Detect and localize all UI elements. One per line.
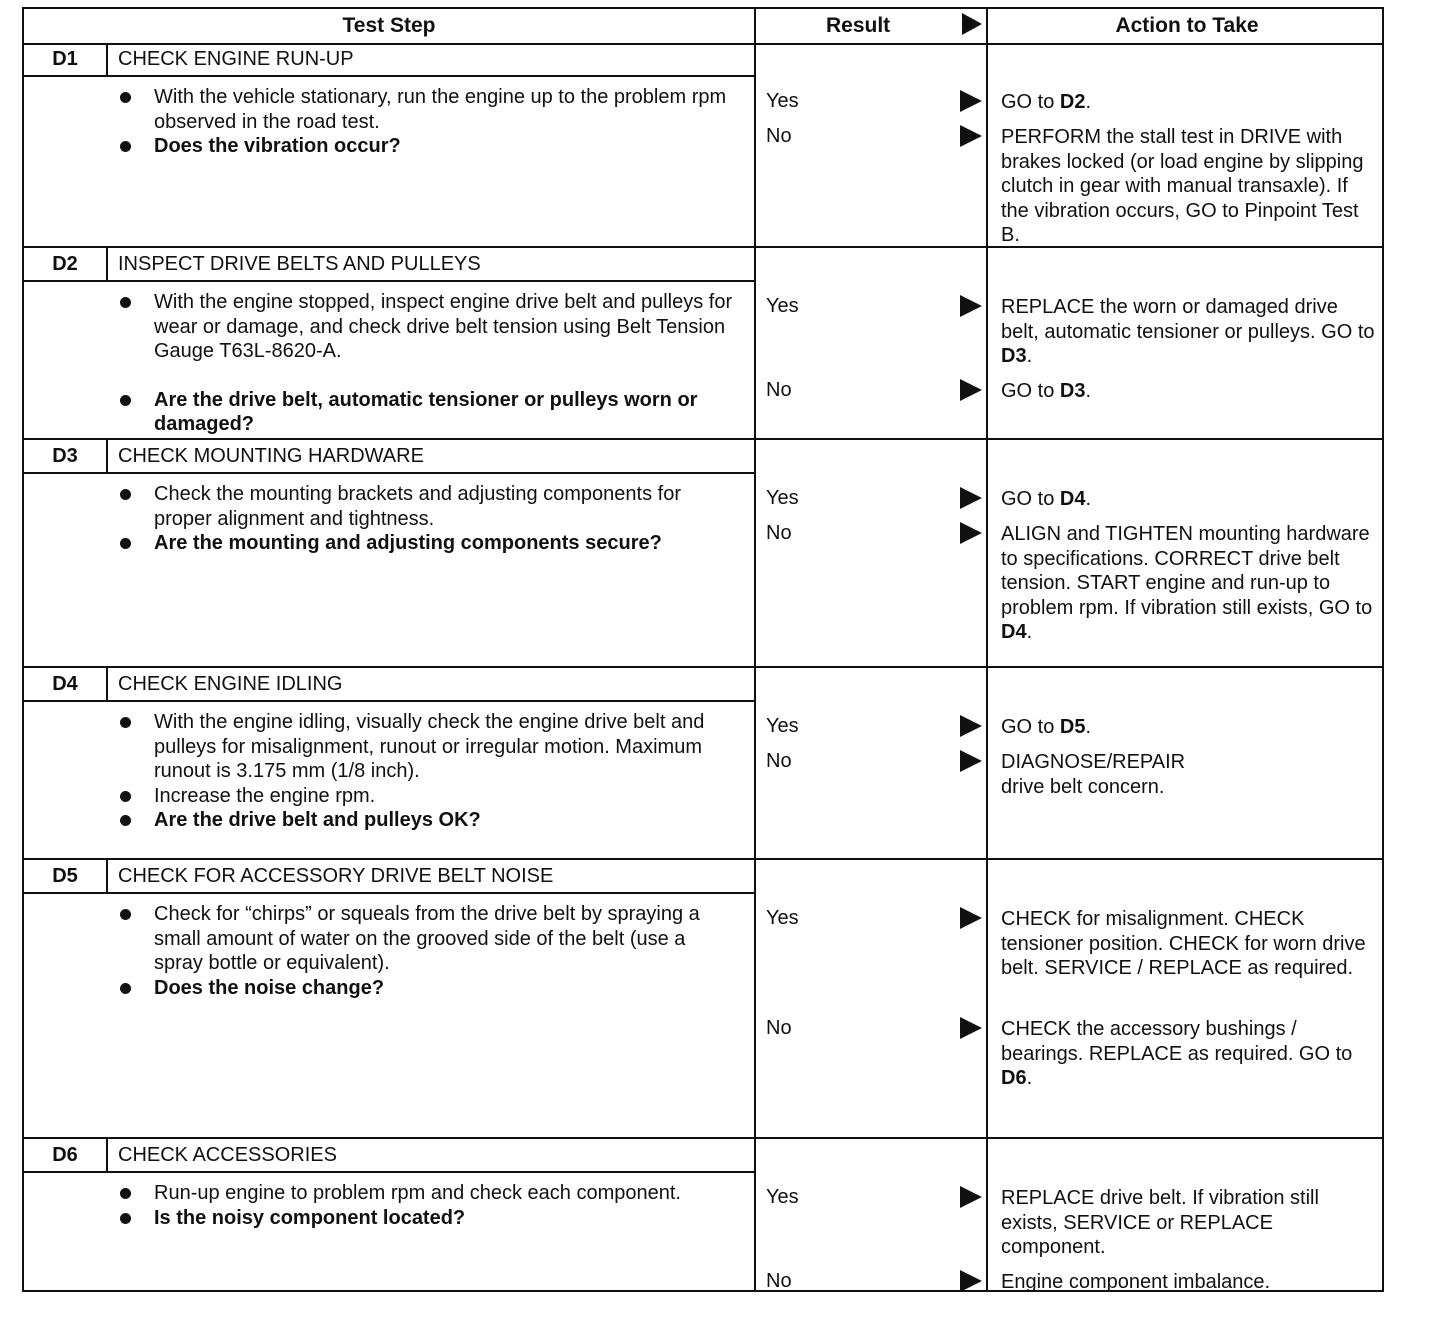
action-text: [1001, 487, 1381, 512]
arrow-icon: [960, 90, 982, 112]
step-title: CHECK MOUNTING HARDWARE: [118, 445, 424, 467]
action-step-ref: D5: [1059, 716, 1086, 738]
action-pre: REPLACE the worn or damaged drive belt, automatic tensioner or pulleys. GO to: [1001, 296, 1375, 343]
action-post: .: [1026, 1067, 1033, 1089]
step-instruction: With the vehicle stationary, run the engine up to the problem rpm observed in the road test.: [114, 85, 734, 134]
step-bullets: [114, 902, 734, 1000]
step-instruction: Check for “chirps” or squeals from the drive belt by spraying a small amount of water on the grooved side of the belt (use a spray bottle or equivalent).: [114, 902, 734, 976]
step-id: D4: [24, 668, 108, 700]
result-label: No: [766, 522, 792, 544]
action-post: .: [1085, 380, 1092, 402]
action-text: [1001, 90, 1381, 115]
action-pre: GO to: [1001, 91, 1060, 113]
test-step-d3: [24, 440, 1382, 668]
action-post: .: [1085, 716, 1092, 738]
step-question: Are the drive belt and pulleys OK?: [114, 808, 734, 833]
step-question: Are the mounting and adjusting components secure?: [114, 531, 734, 556]
action-pre: GO to: [1001, 716, 1060, 738]
arrow-icon: [960, 522, 982, 544]
action-post: .: [1085, 488, 1092, 510]
step-bullets: [114, 85, 734, 159]
step-title-row: [24, 43, 754, 77]
action-text: [1001, 715, 1381, 740]
action-post: .: [1085, 91, 1092, 113]
action-text: [1001, 295, 1381, 369]
step-bullets: [114, 482, 734, 556]
test-step-d6: [24, 1139, 1382, 1292]
step-instruction: With the engine idling, visually check the engine drive belt and pulleys for misalignment, runout or irregular motion. Maximum runout is 3.175 mm (1/8 inch).: [114, 710, 734, 784]
action-step-ref: D2: [1059, 91, 1086, 113]
result-label: No: [766, 750, 792, 772]
action-pre: DIAGNOSE/REPAIR drive belt concern.: [1001, 751, 1186, 798]
result-label: Yes: [766, 715, 799, 737]
action-text: [1001, 1186, 1381, 1260]
step-title: CHECK ACCESSORIES: [118, 1144, 337, 1166]
result-label: Yes: [766, 907, 799, 929]
arrow-icon: [960, 750, 982, 772]
step-title: INSPECT DRIVE BELTS AND PULLEYS: [118, 253, 481, 275]
header-arrow-icon: [962, 13, 982, 35]
arrow-icon: [960, 487, 982, 509]
result-label: No: [766, 1270, 792, 1292]
header-test-step: Test Step: [342, 14, 436, 37]
action-post: .: [1026, 345, 1033, 367]
step-title-row: [24, 1139, 754, 1173]
step-id: D6: [24, 1139, 108, 1171]
step-question: Does the vibration occur?: [114, 134, 734, 159]
arrow-icon: [960, 295, 982, 317]
result-label: No: [766, 379, 792, 401]
action-text: [1001, 522, 1381, 645]
arrow-icon: [960, 1186, 982, 1208]
test-step-d4: [24, 668, 1382, 860]
step-bullets: [114, 290, 734, 437]
action-text: [1001, 1017, 1381, 1091]
action-step-ref: D4: [1001, 621, 1027, 643]
diagnostic-table: [22, 7, 1384, 1292]
test-step-d2: [24, 248, 1382, 440]
result-label: Yes: [766, 1186, 799, 1208]
test-step-d5: [24, 860, 1382, 1139]
step-title-row: [24, 668, 754, 702]
step-title-row: [24, 860, 754, 894]
action-pre: GO to: [1001, 380, 1060, 402]
step-title: CHECK ENGINE IDLING: [118, 673, 343, 695]
step-instruction: Increase the engine rpm.: [114, 784, 734, 809]
action-text: [1001, 125, 1381, 248]
action-pre: REPLACE drive belt. If vibration still exists, SERVICE or REPLACE component.: [1001, 1187, 1319, 1258]
action-pre: ALIGN and TIGHTEN mounting hardware to specifications. CORRECT drive belt tension. START engine and run-up to problem rpm. If vibration still exists, GO to: [1001, 523, 1373, 619]
step-instruction: With the engine stopped, inspect engine drive belt and pulleys for wear or damage, and check drive belt tension using Belt Tension Gauge T63L-8620-A.: [114, 290, 734, 364]
action-pre: GO to: [1001, 488, 1060, 510]
result-label: No: [766, 1017, 792, 1039]
action-step-ref: D6: [1001, 1067, 1027, 1089]
action-pre: PERFORM the stall test in DRIVE with brakes locked (or load engine by slipping clutch in gear with manual transaxle). If the vibration occurs, GO to Pinpoint Test B.: [1001, 126, 1364, 246]
table-header: [24, 9, 1382, 45]
result-label: Yes: [766, 295, 799, 317]
step-question: Are the drive belt, automatic tensioner or pulleys worn or damaged?: [114, 388, 734, 437]
action-text: [1001, 379, 1381, 404]
arrow-icon: [960, 379, 982, 401]
step-id: D5: [24, 860, 108, 892]
action-post: .: [1026, 621, 1033, 643]
action-text: [1001, 907, 1381, 981]
step-title-row: [24, 440, 754, 474]
action-pre: CHECK the accessory bushings / bearings. REPLACE as required. GO to: [1001, 1018, 1353, 1065]
step-instruction: Run-up engine to problem rpm and check each component.: [114, 1181, 734, 1206]
step-title-row: [24, 248, 754, 282]
action-step-ref: D4: [1059, 488, 1086, 510]
arrow-icon: [960, 907, 982, 929]
action-step-ref: D3: [1059, 380, 1086, 402]
step-bullets: [114, 1181, 734, 1230]
step-question: Is the noisy component located?: [114, 1206, 734, 1231]
arrow-icon: [960, 1270, 982, 1292]
action-text: [1001, 1270, 1381, 1295]
result-label: Yes: [766, 487, 799, 509]
arrow-icon: [960, 715, 982, 737]
arrow-icon: [960, 125, 982, 147]
step-id: D1: [24, 43, 108, 75]
result-label: No: [766, 125, 792, 147]
step-title: CHECK ENGINE RUN-UP: [118, 48, 354, 70]
result-label: Yes: [766, 90, 799, 112]
arrow-icon: [960, 1017, 982, 1039]
action-step-ref: D3: [1001, 345, 1027, 367]
step-question: Does the noise change?: [114, 976, 734, 1001]
action-pre: Engine component imbalance.: [1001, 1271, 1271, 1293]
step-id: D2: [24, 248, 108, 280]
step-instruction: Check the mounting brackets and adjusting components for proper alignment and tightness.: [114, 482, 734, 531]
step-bullets: [114, 710, 734, 833]
test-step-d1: [24, 43, 1382, 248]
header-result: Result: [826, 14, 891, 37]
step-id: D3: [24, 440, 108, 472]
step-title: CHECK FOR ACCESSORY DRIVE BELT NOISE: [118, 865, 554, 887]
header-action: Action to Take: [1115, 14, 1259, 37]
action-text: [1001, 750, 1221, 799]
action-pre: CHECK for misalignment. CHECK tensioner position. CHECK for worn drive belt. SERVICE / REPLACE as required.: [1001, 908, 1366, 979]
